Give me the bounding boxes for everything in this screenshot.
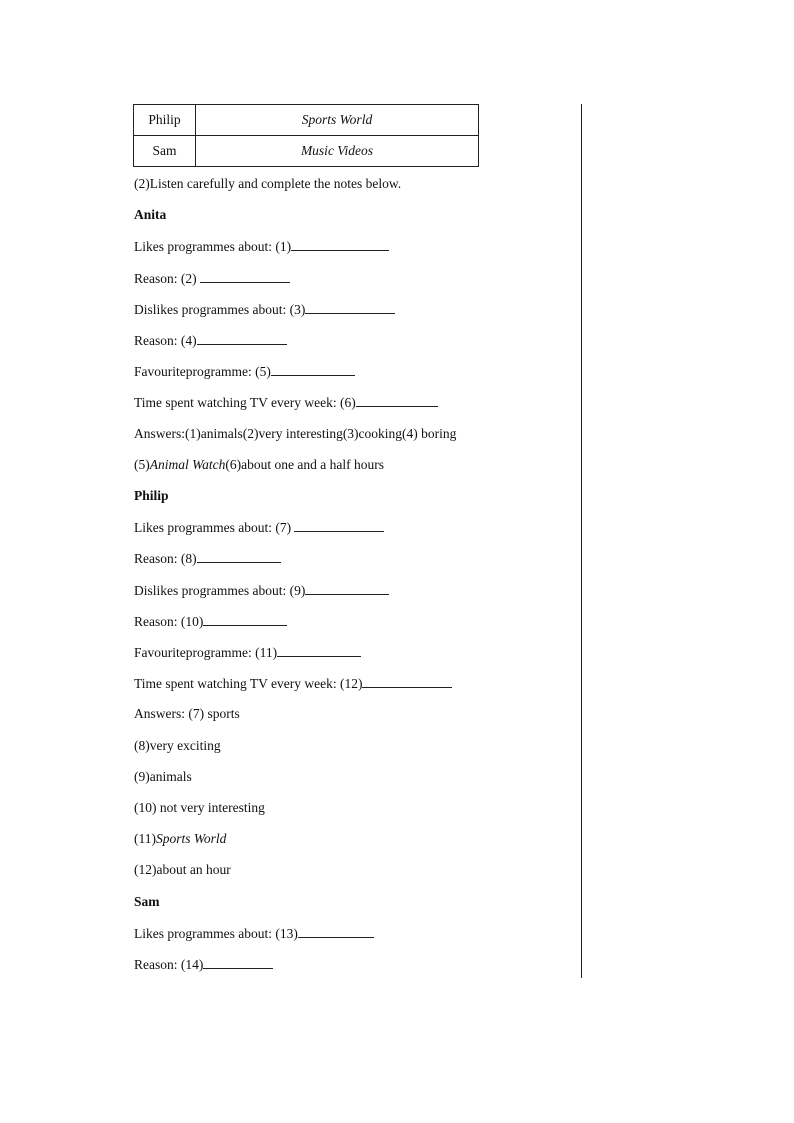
programme-table bbox=[133, 104, 479, 167]
answer-blank bbox=[362, 674, 452, 688]
answer-blank bbox=[197, 331, 287, 345]
table-cell-programme: Music Videos bbox=[196, 136, 479, 167]
philip-reason1-line bbox=[134, 549, 281, 568]
sam-reason1-line bbox=[134, 955, 273, 974]
table-cell-name: Sam bbox=[134, 136, 196, 167]
answer-blank bbox=[291, 237, 389, 251]
answer-blank bbox=[200, 269, 290, 283]
answer-blank bbox=[277, 643, 361, 657]
anita-heading: Anita bbox=[134, 207, 167, 222]
table-row bbox=[134, 136, 479, 167]
philip-likes-label: Likes programmes about: (7) bbox=[134, 520, 295, 535]
column-divider bbox=[581, 104, 582, 978]
answer-programme-title: Animal Watch bbox=[149, 457, 226, 472]
philip-likes-line bbox=[134, 518, 384, 537]
philip-answer-line: (10) not very interesting bbox=[134, 800, 265, 815]
anita-reason2-line bbox=[134, 331, 287, 350]
answer-suffix: (6)about one and a half hours bbox=[225, 457, 384, 472]
anita-likes-line bbox=[134, 237, 389, 256]
philip-favourite-label: Favouriteprogramme: (11) bbox=[134, 645, 278, 660]
philip-heading: Philip bbox=[134, 488, 169, 503]
anita-likes-label: Likes programmes about: (1) bbox=[134, 239, 292, 254]
answer-blank bbox=[203, 612, 287, 626]
table-row bbox=[134, 105, 479, 136]
anita-time-label: Time spent watching TV every week: (6) bbox=[134, 395, 356, 410]
philip-answer-line: (9)animals bbox=[134, 769, 192, 784]
anita-answers-line1: Answers:(1)animals(2)very interesting(3)cooking(4) boring bbox=[134, 426, 457, 441]
anita-reason1-label: Reason: (2) bbox=[134, 271, 200, 286]
philip-reason2-line bbox=[134, 612, 287, 631]
philip-answer-12-line: (12)about an hour bbox=[134, 862, 231, 877]
anita-favourite-line bbox=[134, 362, 355, 381]
anita-reason2-label: Reason: (4) bbox=[134, 333, 197, 348]
sam-likes-line bbox=[134, 924, 374, 943]
answer-blank bbox=[356, 393, 438, 407]
table-cell-programme: Sports World bbox=[196, 105, 479, 136]
answer-blank bbox=[271, 362, 355, 376]
answer-blank bbox=[298, 924, 374, 938]
anita-time-line bbox=[134, 393, 438, 412]
answer-blank bbox=[294, 518, 384, 532]
answer-blank bbox=[305, 300, 395, 314]
instruction-text: (2)Listen carefully and complete the notes below. bbox=[134, 176, 402, 191]
philip-answer-line: Answers: (7) sports bbox=[134, 706, 240, 721]
answer-blank bbox=[197, 549, 281, 563]
anita-favourite-label: Favouriteprogramme: (5) bbox=[134, 364, 271, 379]
sam-reason1-label: Reason: (14) bbox=[134, 957, 204, 972]
philip-reason2-label: Reason: (10) bbox=[134, 614, 204, 629]
answer-prefix: (5) bbox=[134, 457, 150, 472]
philip-reason1-label: Reason: (8) bbox=[134, 551, 197, 566]
table-cell-name: Philip bbox=[134, 105, 196, 136]
philip-answer-11-line bbox=[134, 830, 226, 848]
philip-dislikes-line bbox=[134, 581, 389, 600]
answer-prefix: (11) bbox=[134, 831, 156, 846]
anita-reason1-line bbox=[134, 269, 290, 288]
anita-answers-line2 bbox=[134, 456, 384, 474]
answer-programme-title: Sports World bbox=[156, 831, 227, 846]
anita-dislikes-line bbox=[134, 300, 395, 319]
sam-heading: Sam bbox=[134, 894, 160, 909]
philip-favourite-line bbox=[134, 643, 361, 662]
philip-dislikes-label: Dislikes programmes about: (9) bbox=[134, 583, 306, 598]
philip-time-line bbox=[134, 674, 452, 693]
philip-answer-line: (8)very exciting bbox=[134, 738, 221, 753]
answer-blank bbox=[203, 955, 273, 969]
philip-time-label: Time spent watching TV every week: (12) bbox=[134, 676, 363, 691]
sam-likes-label: Likes programmes about: (13) bbox=[134, 926, 298, 941]
anita-dislikes-label: Dislikes programmes about: (3) bbox=[134, 302, 306, 317]
answer-blank bbox=[305, 581, 389, 595]
